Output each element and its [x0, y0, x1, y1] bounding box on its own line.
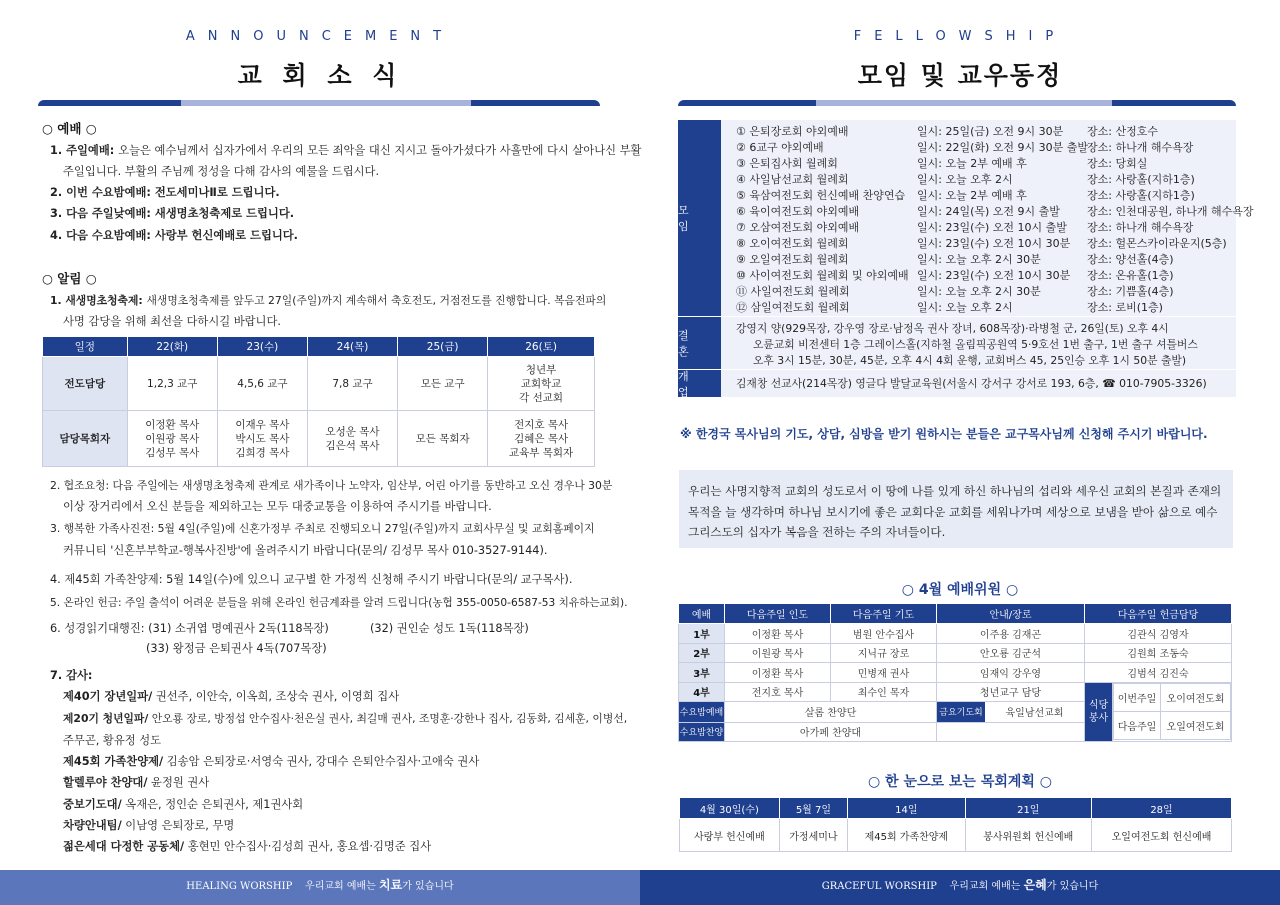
header-rule: [678, 100, 1236, 120]
thanks-4: 할렐루야 찬양대/ 윤정원 권사: [63, 776, 210, 789]
wor-cell: 전지호 목사: [725, 682, 831, 702]
meeting-time: 일시: 25일(금) 오전 9시 30분: [917, 125, 1064, 138]
meeting-place: 장소: 헐몬스카이라운지(5층): [1087, 237, 1227, 250]
meeting-name: ⑦ 오삼여전도회 야외예배: [736, 221, 860, 234]
meeting-place: 장소: 하나개 해수욕장: [1087, 221, 1194, 234]
notice-item-2-cont: 이상 장거리에서 오신 분들을 제외하고는 모두 대중교통을 이용하여 주시기를 바랍니다.: [63, 500, 492, 513]
wor-cell: 최수인 목자: [831, 682, 937, 702]
meeting-name: ⑧ 오이여전도회 월례회: [736, 237, 849, 250]
eyebrow-announcement: ANNOUNCEMENT: [185, 29, 455, 44]
wor-cell: 범원 안수집사: [831, 624, 937, 644]
wor-cell: 김관식 김영자: [1085, 624, 1232, 644]
friday-prayer-label: 금요기도회: [937, 702, 985, 722]
schedule-cell: 오성운 목사 김은석 목사: [307, 411, 397, 467]
notice-item-5: 5. 온라인 헌금: 주일 출석이 어려운 분들을 위해 온라인 헌금계좌를 알려 드립니다(농협 355-0050-6587-53 치유하는교회).: [50, 597, 628, 609]
wor-header: 다음주일 기도: [831, 604, 937, 624]
meeting-name: ① 은퇴장로회 야외예배: [736, 125, 849, 138]
schedule-cell: 4,5,6 교구: [217, 357, 307, 411]
wednesday-praise-label: 수요밤찬양: [679, 722, 725, 742]
meeting-name: ② 6교구 야외예배: [736, 141, 824, 154]
ministry-plan-title: ○ 한 눈으로 보는 목회계획 ○: [867, 774, 1053, 790]
meeting-place: 장소: 당회실: [1087, 157, 1148, 170]
notice-item-3: 3. 행복한 가족사진전: 5월 4일(주일)에 신혼가정부 주최로 진행되오니 27일(주일)까지 교회사무실 및 교회홈페이지: [50, 522, 595, 535]
schedule-header: 24(목): [307, 337, 397, 357]
wor-cell: 임재익 강우영: [937, 663, 1085, 683]
plan-date: 21일: [965, 798, 1092, 819]
wor-cell: 민병재 권사: [831, 663, 937, 683]
plan-event: 오일여전도회 헌신예배: [1092, 819, 1232, 852]
worship-committee-table: [678, 603, 1232, 742]
meeting-time: 일시: 22일(화) 오전 9시 30분 출발: [917, 141, 1089, 154]
notice-item-1-cont: 사명 감당을 위해 최선을 다하시길 바랍니다.: [63, 315, 281, 328]
notice-heading: ○ 알림 ○: [42, 271, 97, 286]
worship-committee-title: ○ 4월 예배위원 ○: [901, 582, 1019, 598]
meetings-label: 모 임: [678, 120, 721, 316]
wor-cell: 1부: [679, 624, 725, 644]
wor-header: 예배: [679, 604, 725, 624]
notice-item-3-cont: 커뮤니티 '신혼부부학교-행복사진방'에 올려주시기 바랍니다(문의/ 김성무 목사 010-3527-9144).: [63, 544, 548, 557]
wor-cell: 지닉규 장로: [831, 643, 937, 663]
schedule-cell: 이재우 목사 박시도 목사 김희경 목사: [217, 411, 307, 467]
opening-line: 김재창 선교사(214목장) 영글다 발달교육원(서울시 강서구 강서로 193, 6층, ☎ 010-7905-3326): [736, 377, 1207, 390]
meeting-place: 장소: 로비(1층): [1087, 301, 1163, 314]
friday-prayer-team: 육일남선교회: [1005, 708, 1064, 720]
schedule-cell: 담당목회자: [43, 411, 128, 467]
wedding-line-3: 오후 3시 15분, 30분, 45분, 오후 4시 4회 운행, 교회버스 45, 25인승 오후 1시 50분 출발): [753, 354, 1187, 367]
thanks-5: 중보기도대/ 옥재은, 정인순 은퇴권사, 제1권사회: [63, 798, 304, 811]
footer-healing: HEALING WORSHIP 우리교회 예배는 치료가 있습니다: [0, 870, 640, 905]
header-rule: [38, 100, 600, 120]
meeting-name: ⑤ 육삼여전도회 헌신예배 찬양연습: [736, 189, 906, 202]
plan-date: 14일: [848, 798, 965, 819]
wor-cell: 이원광 목사: [725, 643, 831, 663]
wor-cell: 2부: [679, 643, 725, 663]
meeting-time: 일시: 오늘 오후 2시 30분: [917, 253, 1041, 266]
notice-item-4: 4. 제45회 가족찬양제: 5월 14일(수)에 있으니 교구별 한 가정씩 신청해 주시기 바랍니다(문의/ 교구목사).: [50, 573, 573, 586]
worship-item-1: 1. 주일예배: 오늘은 예수님께서 십자가에서 우리의 모든 죄악을 대신 지시고 돌아가셨다가 사흘만에 다시 살아나신 부활: [50, 144, 642, 157]
church-vision-box: [679, 470, 1233, 548]
plan-date: 5월 7일: [779, 798, 847, 819]
pastor-notice: ※ 한경국 목사님의 기도, 상담, 심방을 받기 원하시는 분들은 교구목사님께 신청해 주시기 바랍니다.: [680, 427, 1208, 441]
meeting-place: 장소: 산정호수: [1087, 125, 1158, 138]
notice-item-7: 7. 감사:: [50, 669, 93, 682]
fellowship-page: [640, 0, 1280, 905]
thanks-2: 제20기 청년일파/ 안오룡 장로, 방정섭 안수집사·천은실 권사, 최길매 권사, 조명훈·강한나 집사, 김동화, 김세훈, 이병선,: [63, 712, 628, 725]
notice-item-6: 6. 성경읽기대행진: (31) 소귀엽 명예권사 2독(118목장): [50, 622, 329, 635]
plan-date: 28일: [1092, 798, 1232, 819]
worship-item-1-cont: 주일입니다. 부활의 주님께 정성을 다해 감사의 예물을 드립시다.: [63, 165, 380, 178]
schedule-cell: 전도담당: [43, 357, 128, 411]
notice-item-6b: (32) 권인순 성도 1독(118목장): [370, 622, 529, 635]
meeting-place: 장소: 기쁨홀(4층): [1087, 285, 1174, 298]
wor-cell: 4부: [679, 682, 725, 702]
thanks-7: 젊은세대 다정한 공동체/ 홍현민 안수집사·김성희 권사, 홍요셉·김명준 집사: [63, 840, 432, 853]
wor-cell: 안오룡 김군석: [937, 643, 1085, 663]
schedule-cell: 7,8 교구: [307, 357, 397, 411]
notice-item-2: 2. 협조요청: 다음 주일에는 새생명초청축제 관계로 새가족이나 노약자, 임산부, 어린 아기를 동반하고 오신 경우나 30분: [50, 479, 613, 492]
meeting-name: ④ 사일남선교회 월례회: [736, 173, 849, 186]
schedule-header: 26(토): [488, 337, 595, 357]
schedule-header: 23(수): [217, 337, 307, 357]
meeting-time: 일시: 오늘 2부 예배 후: [917, 189, 1027, 202]
meeting-time: 일시: 오늘 오후 2시: [917, 301, 1013, 314]
notice-item-6c: (33) 왕정금 은퇴권사 4독(707목장): [146, 642, 327, 655]
wor-cell: 이정환 목사: [725, 624, 831, 644]
wor-cell: 이정환 목사: [725, 663, 831, 683]
meal-next-week-group: 오일여전도회: [1161, 712, 1231, 740]
plan-event: 제45회 가족찬양제: [848, 819, 965, 852]
schedule-cell: 모든 교구: [398, 357, 488, 411]
worship-item-2: 2. 이번 수요밤예배: 전도세미나Ⅱ로 드립니다.: [50, 186, 280, 199]
worship-item-3: 3. 다음 주일낮예배: 새생명초청축제로 드립니다.: [50, 207, 295, 220]
empty-cell: [937, 722, 1085, 742]
meeting-time: 일시: 오늘 오후 2시 30분: [917, 285, 1041, 298]
wor-cell: 청년교구 담당: [937, 682, 1085, 702]
opening-label: 개 업: [678, 370, 721, 397]
meeting-name: ⑥ 육이여전도회 야외예배: [736, 205, 860, 218]
meal-next-week: 다음주일: [1114, 712, 1161, 740]
thanks-1: 제40기 장년일파/ 권선주, 이안숙, 이옥희, 조상숙 권사, 이영희 집사: [63, 690, 400, 703]
meal-this-week-group: 오이여전도회: [1161, 684, 1231, 712]
vision-line-2: 목적을 늘 생각하며 하나님 보시기에 좋은 교회다운 교회를 세워나가며 세상으로 보냄을 받아 삶으로 예수: [688, 504, 1218, 519]
worship-heading: ○ 예배 ○: [42, 121, 97, 136]
meeting-time: 일시: 오늘 2부 예배 후: [917, 157, 1027, 170]
wor-cell: 김범석 김진숙: [1085, 663, 1232, 683]
meeting-name: ⑪ 사일여전도회 월례회: [736, 285, 850, 298]
plan-event: 봉사위원회 헌신예배: [965, 819, 1092, 852]
wor-cell: 3부: [679, 663, 725, 683]
meeting-time: 일시: 오늘 오후 2시: [917, 173, 1013, 186]
footer-graceful: GRACEFUL WORSHIP 우리교회 예배는 은혜가 있습니다: [640, 870, 1280, 905]
meeting-time: 일시: 23일(수) 오전 10시 출발: [917, 221, 1067, 234]
wor-cell: 김원희 조동숙: [1085, 643, 1232, 663]
wor-header: 다음주일 인도: [725, 604, 831, 624]
wor-cell: 이주용 김재곤: [937, 624, 1085, 644]
ministry-plan-table: [679, 797, 1232, 852]
schedule-cell: 청년부 교회학교 각 선교회: [488, 357, 595, 411]
meal-this-week: 이번주일: [1114, 684, 1161, 712]
schedule-header: 22(화): [127, 337, 217, 357]
meal-service-label: 식당 봉사: [1085, 682, 1113, 742]
thanks-6: 차량안내팀/ 이남영 은퇴장로, 무명: [63, 819, 235, 832]
meeting-name: ③ 은퇴집사회 월례회: [736, 157, 838, 170]
meeting-place: 장소: 하나개 해수욕장: [1087, 141, 1194, 154]
vision-line-3: 그리스도의 십자가 복음을 전하는 주의 자녀들이다.: [688, 525, 946, 539]
plan-event: 사랑부 헌신예배: [680, 819, 780, 852]
evangelism-schedule-table: [42, 336, 595, 467]
wednesday-service-label: 수요밤예배: [679, 702, 725, 723]
wednesday-praise-team: 아가페 찬양대: [725, 722, 937, 742]
wedding-line-1: 강영지 양(929목장, 강우영 장로·남정옥 권사 장녀, 608목장)·라병철 군, 26일(토) 오후 4시: [736, 322, 1169, 335]
schedule-cell: 이정환 목사 이원광 목사 김성무 목사: [127, 411, 217, 467]
page-title-announcement: 교 회 소 식: [237, 61, 403, 90]
schedule-cell: 전지호 목사 김혜은 목사 교육부 목회자: [488, 411, 595, 467]
page-title-fellowship: 모임 및 교우동정: [857, 61, 1063, 90]
wednesday-service-team: 살롬 찬양단: [725, 702, 937, 723]
wedding-line-2: 오륜교회 비전센터 1층 그레이스홀(지하철 올림픽공원역 5·9호선 1번 출구, 1번 출구 셔틀버스: [753, 338, 1198, 351]
meeting-place: 장소: 사랑홀(지하1층): [1087, 173, 1195, 186]
thanks-2-cont: 주무곤, 황유정 성도: [63, 734, 162, 747]
meeting-place: 장소: 온유홀(1층): [1087, 269, 1174, 282]
plan-date: 4월 30일(수): [680, 798, 780, 819]
wedding-label: 결 혼: [678, 317, 721, 369]
eyebrow-fellowship: FELLOWSHIP: [853, 29, 1067, 44]
notice-item-1: 1. 새생명초청축제: 새생명초청축제를 앞두고 27일(주일)까지 계속해서 축호전도, 거점전도를 진행합니다. 복음전파의: [50, 294, 607, 307]
schedule-header: 25(금): [398, 337, 488, 357]
meeting-name: ⑩ 사이여전도회 월례회 및 야외예배: [736, 269, 909, 282]
plan-event: 가정세미나: [779, 819, 847, 852]
meeting-name: ⑫ 삼일여전도회 월례회: [736, 301, 850, 314]
vision-line-1: 우리는 사명지향적 교회의 성도로서 이 땅에 나를 있게 하신 하나님의 섭리와 세우신 교회의 본질과 존재의: [688, 484, 1222, 498]
wor-header: 안내/장로: [937, 604, 1085, 624]
worship-item-4: 4. 다음 수요밤예배: 사랑부 헌신예배로 드립니다.: [50, 229, 298, 242]
wor-header: 다음주일 헌금담당: [1085, 604, 1232, 624]
schedule-cell: 1,2,3 교구: [127, 357, 217, 411]
meeting-time: 일시: 24일(목) 오전 9시 출발: [917, 205, 1060, 218]
meeting-place: 장소: 양선홀(4층): [1087, 253, 1174, 266]
schedule-cell: 모든 목회자: [398, 411, 488, 467]
thanks-3: 제45회 가족찬양제/ 김송암 은퇴장로·서영숙 권사, 강대수 은퇴안수집사·고애숙 권사: [63, 755, 480, 768]
meeting-time: 일시: 23일(수) 오전 10시 30분: [917, 269, 1071, 282]
meeting-name: ⑨ 오일여전도회 월례회: [736, 253, 849, 266]
schedule-header: 일정: [43, 337, 128, 357]
meeting-time: 일시: 23일(수) 오전 10시 30분: [917, 237, 1071, 250]
meeting-place: 장소: 사랑홀(지하1층): [1087, 189, 1195, 202]
meeting-place: 장소: 인천대공원, 하나개 해수욕장: [1087, 205, 1254, 218]
